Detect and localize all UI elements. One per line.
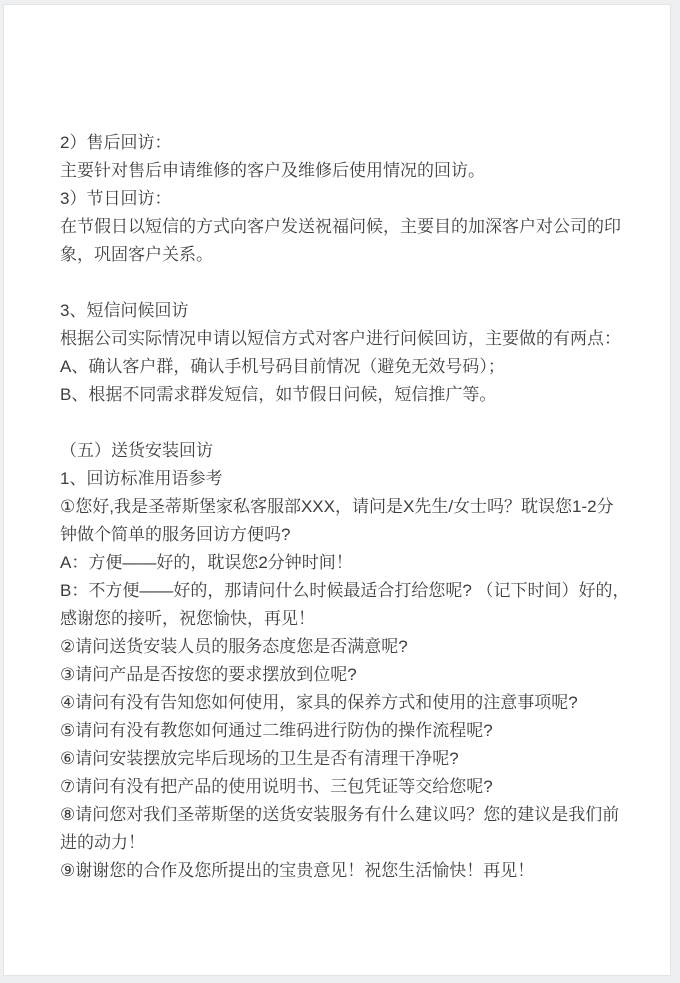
doc-line: ①您好,我是圣蒂斯堡家私客服部XXX，请问是X先生/女士吗？耽误您1-2分	[60, 497, 614, 516]
doc-line: 3）节日回访：	[60, 189, 172, 208]
doc-line: ④请问有没有告知您如何使用，家具的保养方式和使用的注意事项呢?	[60, 693, 578, 712]
doc-line: 钟做个简单的服务回访方便吗?	[60, 525, 291, 544]
doc-blank-line	[60, 409, 624, 437]
doc-line: 根据公司实际情况申请以短信方式对客户进行问候回访，主要做的有两点：	[60, 329, 621, 348]
doc-line: ⑧请问您对我们圣蒂斯堡的送货安装服务有什么建议吗？您的建议是我们前	[60, 805, 620, 824]
doc-line: 3、短信问候回访	[60, 301, 189, 320]
doc-line: 2）售后回访：	[60, 133, 172, 152]
doc-line: ②请问送货安装人员的服务态度您是否满意呢?	[60, 637, 408, 656]
doc-line: B、根据不同需求群发短信，如节假日问候，短信推广等。	[60, 385, 497, 404]
doc-line: 进的动力！	[60, 833, 145, 852]
doc-line: ⑦请问有没有把产品的使用说明书、三包凭证等交给您呢?	[60, 777, 493, 796]
doc-line: ⑥请问安装摆放完毕后现场的卫生是否有清理干净呢?	[60, 749, 459, 768]
doc-line: A、确认客户群，确认手机号码目前情况（避免无效号码）；	[60, 357, 505, 376]
doc-line: ⑤请问有没有教您如何通过二维码进行防伪的操作流程呢?	[60, 721, 493, 740]
doc-line: ⑨谢谢您的合作及您所提出的宝贵意见！祝您生活愉快！再见！	[60, 861, 535, 880]
doc-blank-line	[60, 269, 624, 297]
doc-line: （五）送货安装回访	[60, 441, 213, 460]
doc-line: 在节假日以短信的方式向客户发送祝福问候，主要目的加深客户对公司的印	[60, 217, 621, 236]
document-content	[4, 5, 670, 885]
document-paper	[3, 4, 671, 976]
doc-line: 感谢您的接听，祝您愉快，再见！	[60, 609, 315, 628]
doc-line: 主要针对售后申请维修的客户及维修后使用情况的回访。	[60, 161, 485, 180]
doc-line: 1、回访标准用语参考	[60, 469, 223, 488]
doc-line: 象，巩固客户关系。	[60, 245, 213, 264]
doc-line: B：不方便——好的，那请问什么时候最适合打给您呢? （记下时间）好的，	[60, 581, 630, 600]
doc-line: A：方便——好的，耽误您2分钟时间！	[60, 553, 353, 572]
doc-line: ③请问产品是否按您的要求摆放到位呢?	[60, 665, 357, 684]
